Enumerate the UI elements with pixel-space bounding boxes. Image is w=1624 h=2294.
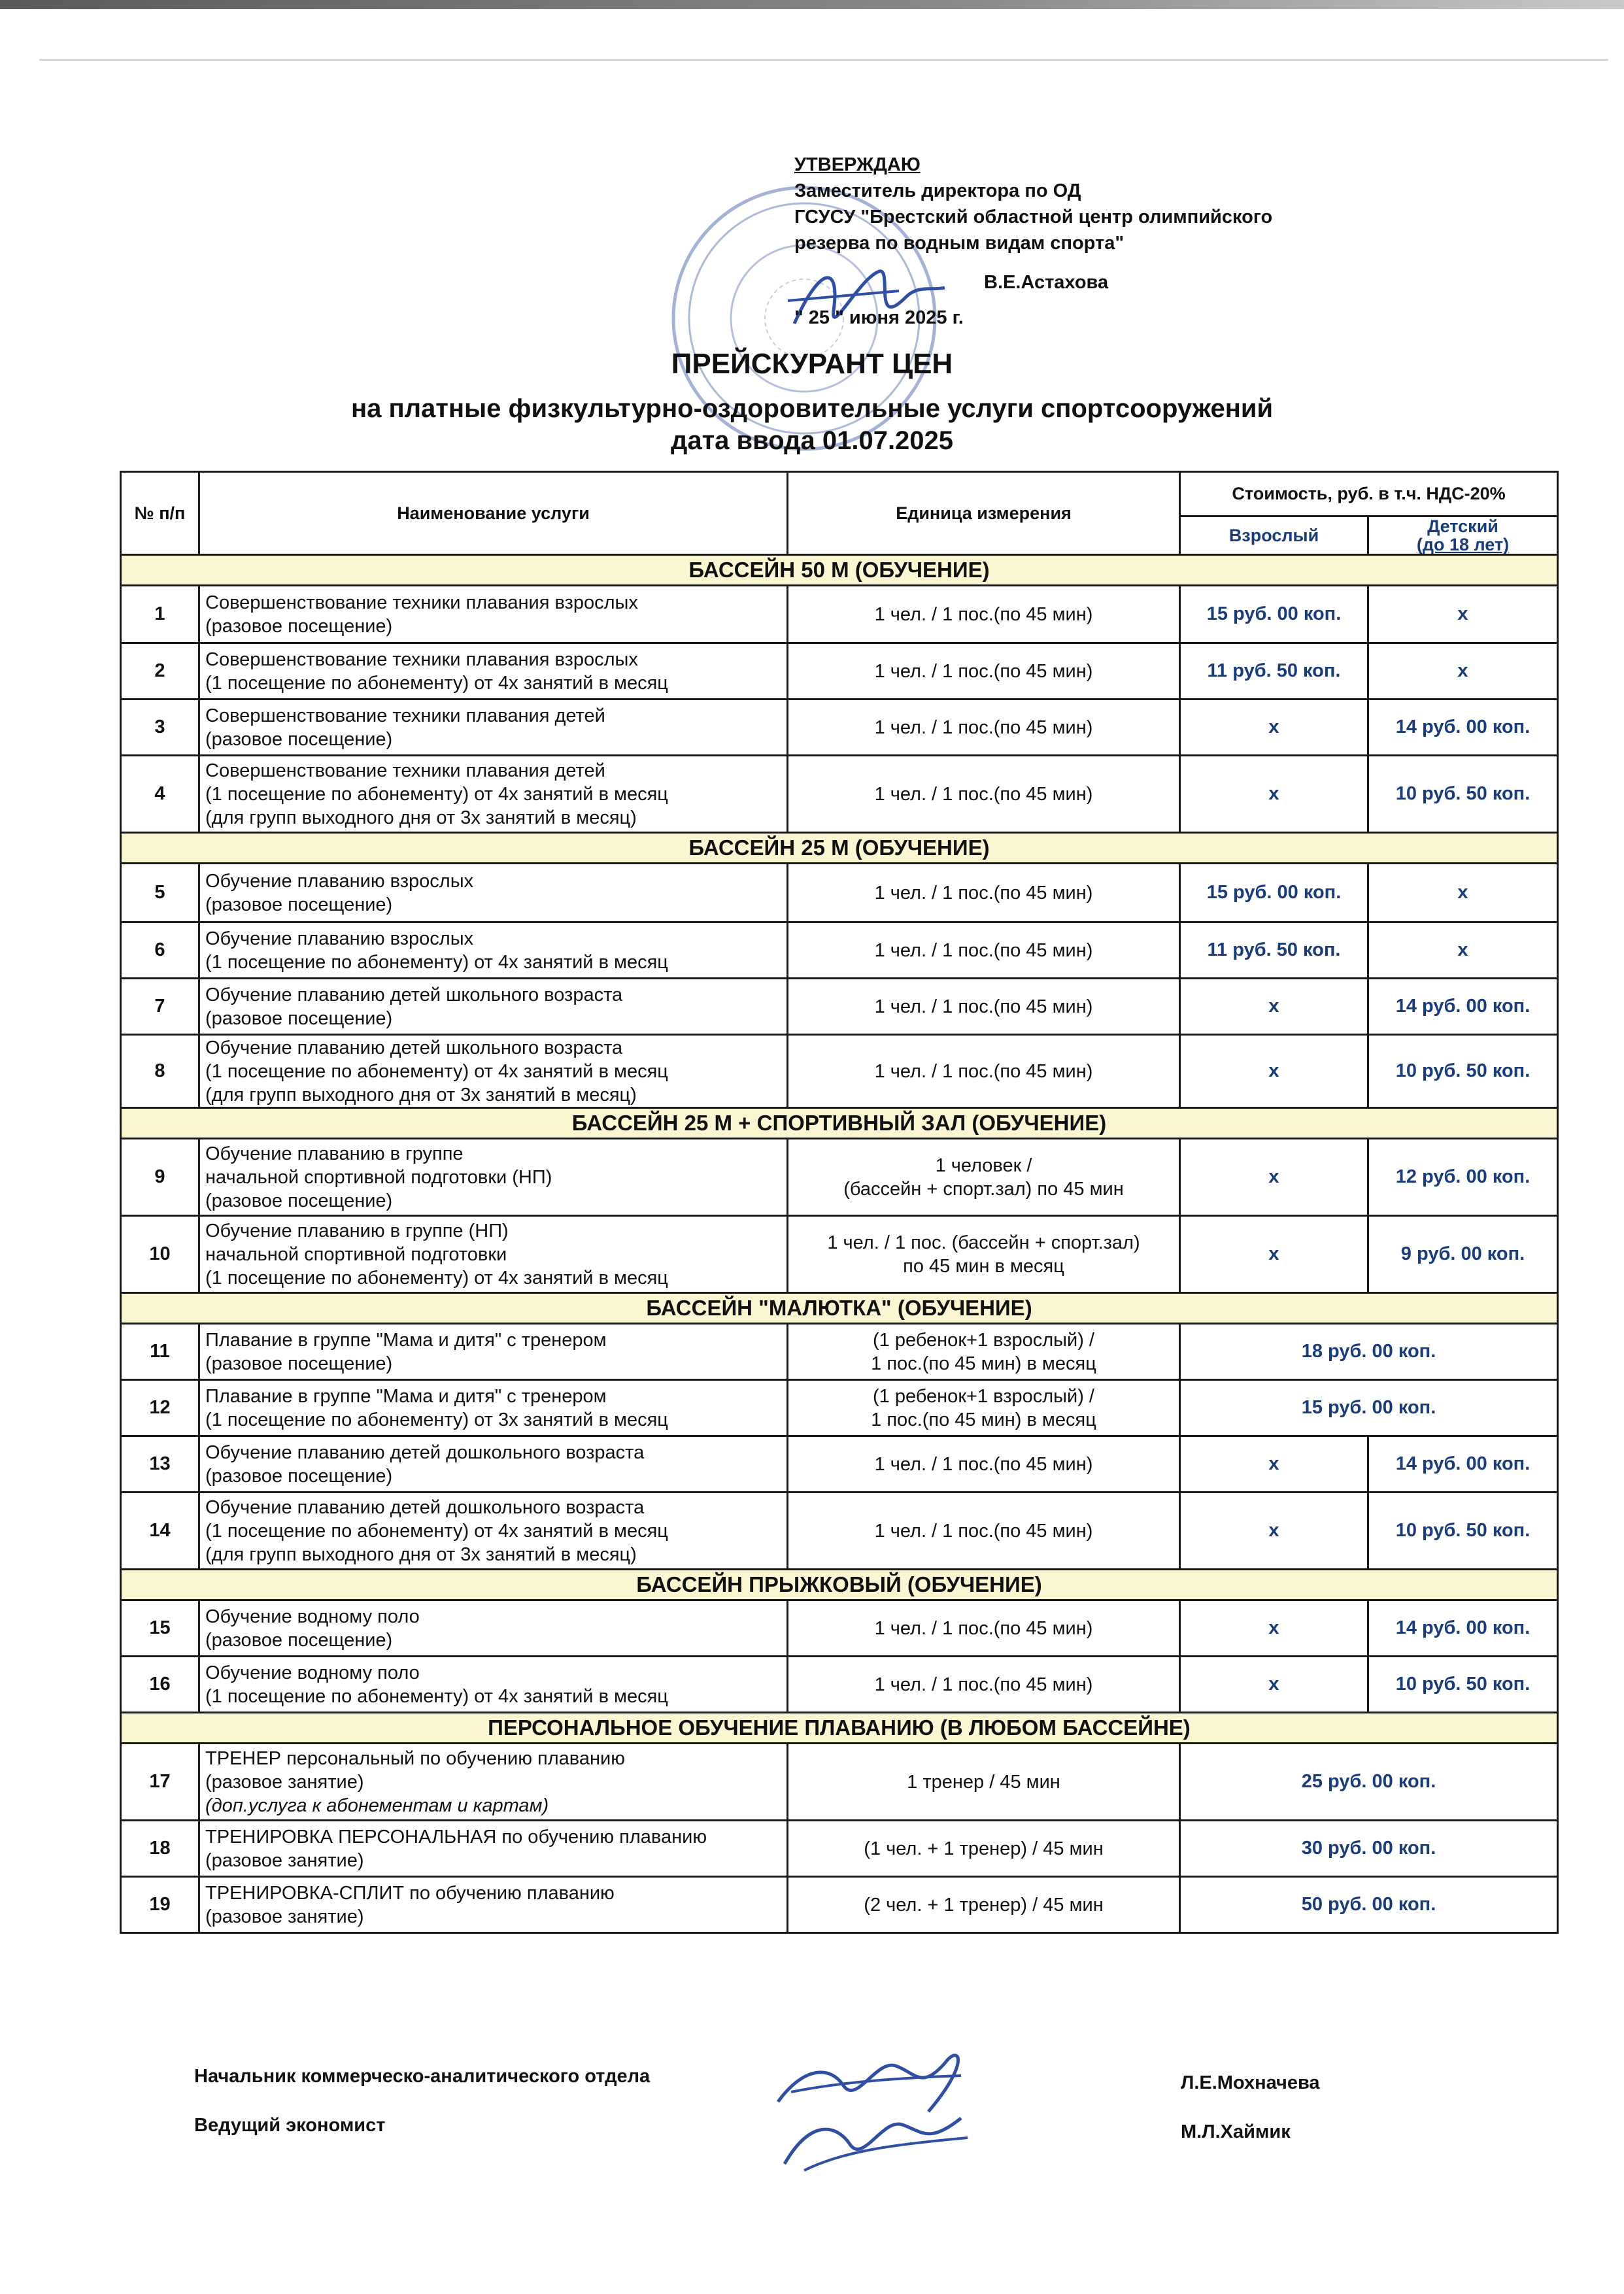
service-name-line: Обучение плаванию детей дошкольного возраста	[205, 1496, 645, 1518]
service-name	[199, 586, 788, 643]
service-name	[199, 756, 788, 833]
header-unit: Единица измерения	[788, 472, 1180, 555]
section-row	[121, 1293, 1558, 1324]
table-row	[121, 586, 1558, 643]
service-name-line: (1 посещение по абонементу) от 3х занятий в месяц	[205, 1409, 668, 1430]
unit-of-measure	[788, 1324, 1180, 1380]
row-number: 3	[121, 700, 199, 756]
unit-of-measure	[788, 586, 1180, 643]
price-child: х	[1368, 586, 1558, 643]
service-name-line: (разовое занятие)	[205, 1906, 364, 1927]
row-number: 10	[121, 1216, 199, 1293]
table-row	[121, 1436, 1558, 1493]
document-subtitle: на платные физкультурно-оздоровительные услуги спортсооружений	[350, 394, 1274, 423]
service-name-line: (разовое занятие)	[205, 1849, 364, 1871]
unit-line: 1 пос.(по 45 мин) в месяц	[871, 1353, 1096, 1374]
price-child: 14 руб. 00 коп.	[1368, 979, 1558, 1035]
price-table	[120, 471, 1559, 1934]
service-name-line: начальной спортивной подготовки	[205, 1243, 507, 1265]
price-adult: х	[1180, 979, 1368, 1035]
price-combined: 25 руб. 00 коп.	[1180, 1744, 1558, 1821]
price-combined: 15 руб. 00 коп.	[1180, 1380, 1558, 1436]
price-adult: 11 руб. 50 коп.	[1180, 643, 1368, 700]
row-number: 1	[121, 586, 199, 643]
unit-line: 1 чел. / 1 пос.(по 45 мин)	[874, 1674, 1093, 1695]
row-number: 18	[121, 1821, 199, 1877]
table-row	[121, 922, 1558, 979]
unit-of-measure	[788, 1436, 1180, 1493]
price-child: х	[1368, 922, 1558, 979]
table-row	[121, 1216, 1558, 1293]
service-name-line: (разовое посещение)	[205, 615, 393, 637]
service-name	[199, 922, 788, 979]
price-child: 12 руб. 00 коп.	[1368, 1139, 1558, 1216]
approval-line-3: резерва по водным видам спорта"	[794, 233, 1125, 254]
price-adult: х	[1180, 1139, 1368, 1216]
unit-line: (бассейн + спорт.зал) по 45 мин	[843, 1178, 1124, 1200]
table-row	[121, 643, 1558, 700]
table-row	[121, 979, 1558, 1035]
service-name	[199, 1600, 788, 1657]
unit-line: 1 чел. / 1 пос.(по 45 мин)	[874, 660, 1093, 682]
service-name	[199, 1139, 788, 1216]
table-row	[121, 756, 1558, 833]
service-name	[199, 1821, 788, 1877]
price-child: х	[1368, 643, 1558, 700]
service-name-line: (1 посещение по абонементу) от 4х занятий в месяц	[205, 1060, 668, 1082]
unit-line: 1 чел. / 1 пос.(по 45 мин)	[874, 783, 1093, 805]
section-row	[121, 1570, 1558, 1600]
service-name-line: (1 посещение по абонементу) от 4х занятий в месяц	[205, 1520, 668, 1542]
section-row	[121, 1713, 1558, 1744]
price-child: 10 руб. 50 коп.	[1368, 1493, 1558, 1570]
service-name-line: (1 посещение по абонементу) от 4х занятий в месяц	[205, 1267, 668, 1289]
service-name-line: Совершенствование техники плавания взрослых	[205, 649, 638, 670]
service-name-line: Совершенствование техники плавания детей	[205, 760, 605, 781]
unit-of-measure	[788, 1139, 1180, 1216]
service-name-note: (доп.услуга к абонементам и картам)	[205, 1795, 549, 1816]
service-name-line: Обучение водному поло	[205, 1606, 420, 1627]
row-number: 9	[121, 1139, 199, 1216]
service-name	[199, 1493, 788, 1570]
scan-top-edge	[0, 0, 1624, 9]
service-name-line: (для групп выходного дня от 3х занятий в месяц)	[205, 1543, 637, 1565]
service-name-line: Обучение водному поло	[205, 1662, 420, 1683]
service-name-line: (1 посещение по абонементу) от 4х занятий в месяц	[205, 672, 668, 694]
price-table-body	[121, 555, 1558, 1933]
price-adult: х	[1180, 1657, 1368, 1713]
service-name-line: ТРЕНИРОВКА ПЕРСОНАЛЬНАЯ по обучению плаванию	[205, 1826, 707, 1847]
table-row	[121, 1493, 1558, 1570]
unit-of-measure	[788, 979, 1180, 1035]
unit-line: 1 чел. / 1 пос.(по 45 мин)	[874, 1060, 1093, 1082]
section-title: БАССЕЙН ПРЫЖКОВЫЙ (ОБУЧЕНИЕ)	[121, 1570, 1558, 1600]
section-row	[121, 833, 1558, 864]
unit-of-measure	[788, 1380, 1180, 1436]
service-name-line: Плавание в группе "Мама и дитя" с тренером	[205, 1385, 607, 1407]
row-number: 8	[121, 1035, 199, 1108]
service-name-line: Обучение плаванию взрослых	[205, 928, 474, 949]
unit-line: (1 ребенок+1 взрослый) /	[872, 1385, 1094, 1407]
footer-position-1: Начальник коммерческо-аналитического отдела	[194, 2066, 651, 2087]
price-combined: 50 руб. 00 коп.	[1180, 1877, 1558, 1933]
service-name-line: (1 посещение по абонементу) от 4х занятий в месяц	[205, 1685, 668, 1707]
row-number: 13	[121, 1436, 199, 1493]
service-name-line: Обучение плаванию взрослых	[205, 870, 474, 892]
row-number: 14	[121, 1493, 199, 1570]
price-adult: х	[1180, 756, 1368, 833]
unit-of-measure	[788, 756, 1180, 833]
service-name-line: Обучение плаванию в группе	[205, 1143, 464, 1164]
unit-of-measure	[788, 1035, 1180, 1108]
price-child: 10 руб. 50 коп.	[1368, 1657, 1558, 1713]
row-number: 4	[121, 756, 199, 833]
effective-date: дата ввода 01.07.2025	[670, 426, 954, 455]
document-title: ПРЕЙСКУРАНТ ЦЕН	[671, 348, 953, 380]
row-number: 2	[121, 643, 199, 700]
row-number: 19	[121, 1877, 199, 1933]
unit-of-measure	[788, 1600, 1180, 1657]
unit-line: 1 чел. / 1 пос.(по 45 мин)	[874, 717, 1093, 738]
unit-line: 1 чел. / 1 пос. (бассейн + спорт.зал)	[827, 1232, 1140, 1253]
service-name	[199, 700, 788, 756]
unit-line: по 45 мин в месяц	[903, 1255, 1064, 1277]
row-number: 12	[121, 1380, 199, 1436]
section-title: БАССЕЙН 25 М + СПОРТИВНЫЙ ЗАЛ (ОБУЧЕНИЕ)	[121, 1108, 1558, 1139]
service-name-line: ТРЕНИРОВКА-СПЛИТ по обучению плаванию	[205, 1882, 615, 1904]
price-child: х	[1368, 864, 1558, 922]
price-child: 9 руб. 00 коп.	[1368, 1216, 1558, 1293]
price-adult: 15 руб. 00 коп.	[1180, 586, 1368, 643]
row-number: 7	[121, 979, 199, 1035]
unit-line: (1 ребенок+1 взрослый) /	[872, 1329, 1094, 1351]
service-name-line: (разовое посещение)	[205, 1353, 393, 1374]
table-row	[121, 1324, 1558, 1380]
service-name-line: Обучение плаванию детей школьного возраста	[205, 1037, 623, 1058]
service-name-line: Обучение плаванию детей дошкольного возраста	[205, 1442, 645, 1463]
service-name-line: (разовое посещение)	[205, 728, 393, 750]
service-name	[199, 1035, 788, 1108]
service-name-line: (для групп выходного дня от 3х занятий в месяц)	[205, 807, 637, 828]
service-name	[199, 1877, 788, 1933]
price-combined: 30 руб. 00 коп.	[1180, 1821, 1558, 1877]
header-num: № п/п	[121, 472, 199, 555]
unit-line: 1 человек /	[935, 1155, 1032, 1176]
service-name-line: начальной спортивной подготовки (НП)	[205, 1166, 552, 1188]
service-name	[199, 1744, 788, 1821]
service-name-line: (разовое посещение)	[205, 1629, 393, 1651]
service-name-line: (разовое посещение)	[205, 894, 393, 915]
unit-of-measure	[788, 864, 1180, 922]
unit-of-measure	[788, 1821, 1180, 1877]
service-name	[199, 1324, 788, 1380]
unit-line: 1 чел. / 1 пос.(по 45 мин)	[874, 603, 1093, 625]
service-name-line: (1 посещение по абонементу) от 4х занятий в месяц	[205, 783, 668, 805]
table-row	[121, 1744, 1558, 1821]
price-child: 10 руб. 50 коп.	[1368, 756, 1558, 833]
section-title: БАССЕЙН 25 М (ОБУЧЕНИЕ)	[121, 833, 1558, 864]
approval-block	[794, 152, 1272, 331]
service-name-line: Обучение плаванию в группе (НП)	[205, 1220, 509, 1241]
service-name	[199, 643, 788, 700]
unit-line: 1 тренер / 45 мин	[907, 1771, 1060, 1793]
price-child: 14 руб. 00 коп.	[1368, 1600, 1558, 1657]
price-adult: х	[1180, 1436, 1368, 1493]
unit-of-measure	[788, 1744, 1180, 1821]
service-name-line: (разовое занятие)	[205, 1771, 364, 1793]
footer-name-1: Л.Е.Мохначева	[1181, 2072, 1320, 2093]
unit-of-measure	[788, 1657, 1180, 1713]
section-title: БАССЕЙН 50 М (ОБУЧЕНИЕ)	[121, 555, 1558, 586]
section-title: БАССЕЙН "МАЛЮТКА" (ОБУЧЕНИЕ)	[121, 1293, 1558, 1324]
header-adult: Взрослый	[1180, 516, 1368, 555]
service-name	[199, 864, 788, 922]
unit-line: 1 пос.(по 45 мин) в месяц	[871, 1409, 1096, 1430]
table-row	[121, 1821, 1558, 1877]
price-adult: х	[1180, 1216, 1368, 1293]
unit-of-measure	[788, 1493, 1180, 1570]
price-adult: х	[1180, 1493, 1368, 1570]
approval-date: " 25 " июня 2025 г.	[794, 307, 964, 328]
service-name-line: (разовое посещение)	[205, 1007, 393, 1029]
row-number: 16	[121, 1657, 199, 1713]
table-row	[121, 864, 1558, 922]
service-name-line: Совершенствование техники плавания детей	[205, 705, 605, 726]
service-name	[199, 1657, 788, 1713]
footer-signatures	[765, 2040, 987, 2184]
unit-line: 1 чел. / 1 пос.(по 45 мин)	[874, 882, 1093, 903]
unit-line: 1 чел. / 1 пос.(по 45 мин)	[874, 996, 1093, 1017]
approval-line-1: Заместитель директора по ОД	[794, 180, 1081, 201]
service-name-line: (для групп выходного дня от 3х занятий в месяц)	[205, 1084, 637, 1105]
unit-of-measure	[788, 1216, 1180, 1293]
approver-name: В.Е.Астахова	[984, 272, 1109, 293]
price-child: 14 руб. 00 коп.	[1368, 700, 1558, 756]
scan-fold-line	[39, 59, 1608, 61]
service-name	[199, 979, 788, 1035]
price-adult: 15 руб. 00 коп.	[1180, 864, 1368, 922]
table-row	[121, 1877, 1558, 1933]
price-combined: 18 руб. 00 коп.	[1180, 1324, 1558, 1380]
table-row	[121, 1035, 1558, 1108]
table-row	[121, 700, 1558, 756]
unit-of-measure	[788, 700, 1180, 756]
row-number: 17	[121, 1744, 199, 1821]
table-row	[121, 1600, 1558, 1657]
service-name-line: (разовое посещение)	[205, 1465, 393, 1487]
price-adult: х	[1180, 1035, 1368, 1108]
section-title: ПЕРСОНАЛЬНОЕ ОБУЧЕНИЕ ПЛАВАНИЮ (В ЛЮБОМ БАССЕЙНЕ)	[121, 1713, 1558, 1744]
service-name-line: Совершенствование техники плавания взрослых	[205, 592, 638, 613]
service-name	[199, 1380, 788, 1436]
table-row	[121, 1139, 1558, 1216]
table-row	[121, 1657, 1558, 1713]
price-adult: х	[1180, 700, 1368, 756]
row-number: 15	[121, 1600, 199, 1657]
service-name	[199, 1216, 788, 1293]
price-adult: х	[1180, 1600, 1368, 1657]
price-child: 14 руб. 00 коп.	[1368, 1436, 1558, 1493]
service-name-line: ТРЕНЕР персональный по обучению плаванию	[205, 1747, 625, 1769]
header-name: Наименование услуги	[199, 472, 788, 555]
service-name-line: Обучение плаванию детей школьного возраста	[205, 984, 623, 1005]
approval-title: УТВЕРЖДАЮ	[794, 154, 921, 175]
unit-line: (2 чел. + 1 тренер) / 45 мин	[864, 1894, 1104, 1915]
unit-line: 1 чел. / 1 пос.(по 45 мин)	[874, 939, 1093, 961]
price-adult: 11 руб. 50 коп.	[1180, 922, 1368, 979]
section-row	[121, 1108, 1558, 1139]
unit-line: (1 чел. + 1 тренер) / 45 мин	[864, 1838, 1104, 1859]
row-number: 11	[121, 1324, 199, 1380]
service-name-line: (1 посещение по абонементу) от 4х занятий в месяц	[205, 951, 668, 973]
unit-line: 1 чел. / 1 пос.(по 45 мин)	[874, 1520, 1093, 1542]
table-row	[121, 1380, 1558, 1436]
header-child-line2: (до 18 лет)	[1416, 535, 1510, 554]
header-child-line1: Детский	[1427, 516, 1498, 536]
unit-of-measure	[788, 922, 1180, 979]
header-child	[1368, 516, 1558, 555]
row-number: 5	[121, 864, 199, 922]
unit-of-measure	[788, 1877, 1180, 1933]
service-name-line: (разовое посещение)	[205, 1190, 393, 1211]
service-name-line: Плавание в группе "Мама и дитя" с тренером	[205, 1329, 607, 1351]
row-number: 6	[121, 922, 199, 979]
unit-line: 1 чел. / 1 пос.(по 45 мин)	[874, 1453, 1093, 1475]
header-cost: Стоимость, руб. в т.ч. НДС-20%	[1180, 472, 1558, 516]
service-name	[199, 1436, 788, 1493]
approval-line-2: ГСУСУ "Брестский областной центр олимпийского	[794, 207, 1273, 228]
footer-position-2: Ведущий экономист	[194, 2115, 386, 2136]
footer-name-2: М.Л.Хаймик	[1181, 2121, 1291, 2142]
price-child: 10 руб. 50 коп.	[1368, 1035, 1558, 1108]
section-row	[121, 555, 1558, 586]
unit-of-measure	[788, 643, 1180, 700]
unit-line: 1 чел. / 1 пос.(по 45 мин)	[874, 1617, 1093, 1639]
